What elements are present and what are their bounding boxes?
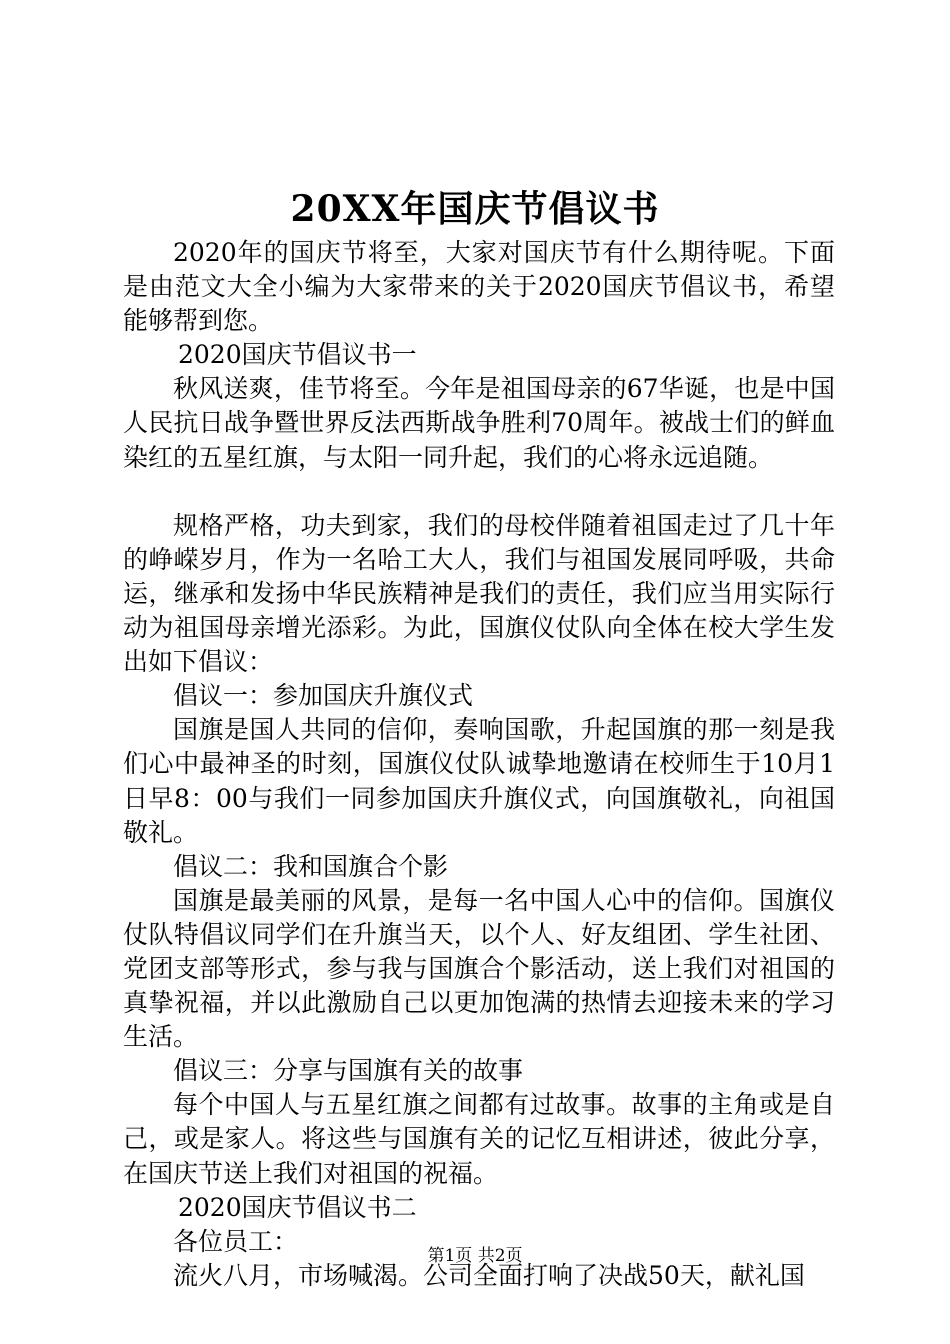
document-body bbox=[123, 236, 835, 1293]
section-heading-letter-two: 2020国庆节倡议书二 bbox=[178, 1192, 417, 1222]
proposal-heading-two: 倡议二：我和国旗合个影 bbox=[173, 851, 449, 881]
intro-paragraph: 2020年的国庆节将至，大家对国庆节有什么期待呢。下面是由范文大全小编为大家带来的关于2020国庆节倡议书，希望能够帮到您。 bbox=[123, 238, 835, 336]
proposal-heading-one: 倡议一：参加国庆升旗仪式 bbox=[173, 681, 474, 711]
proposal-heading-three: 倡议三：分享与国旗有关的故事 bbox=[173, 1056, 524, 1086]
paragraph-flag-photo: 国旗是最美丽的风景，是每一名中国人心中的信仰。国旗仪仗队特倡议同学们在升旗当天，以个人、好友组团、学生社团、党团支部等形式，参与我与国旗合个影活动，送上我们对祖国的真挚祝福，并以此激励自己以更加饱满的热情去迎接未来的学习生活。 bbox=[123, 885, 835, 1052]
document-title: 20XX年国庆节倡议书 bbox=[290, 188, 660, 230]
paragraph-spacer bbox=[123, 475, 835, 509]
page-footer: 第1页 共2页 bbox=[427, 1246, 523, 1266]
paragraph-market: 流火八月，市场喊渴。公司全面打响了决战50天，献礼国 bbox=[173, 1260, 805, 1290]
section-heading-letter-one: 2020国庆节倡议书一 bbox=[178, 340, 417, 370]
paragraph-flag-ceremony: 国旗是国人共同的信仰，奏响国歌，升起国旗的那一刻是我们心中最神圣的时刻，国旗仪仗队诚挚地邀请在校师生于10月1日早8：00与我们一同参加国庆升旗仪式，向国旗敬礼，向祖国敬礼。 bbox=[123, 715, 835, 847]
paragraph-flag-stories: 每个中国人与五星红旗之间都有过故事。故事的主角或是自己，或是家人。将这些与国旗有关的记忆互相讲述，彼此分享，在国庆节送上我们对祖国的祝福。 bbox=[123, 1090, 835, 1188]
salutation: 各位员工： bbox=[173, 1226, 299, 1256]
paragraph-autumn: 秋风送爽，佳节将至。今年是祖国母亲的67华诞，也是中国人民抗日战争暨世界反法西斯战争胜利70周年。被战士们的鲜血染红的五星红旗，与太阳一同升起，我们的心将永远追随。 bbox=[123, 374, 835, 472]
paragraph-school: 规格严格，功夫到家，我们的母校伴随着祖国走过了几十年的峥嵘岁月，作为一名哈工大人，我们与祖国发展同呼吸，共命运，继承和发扬中华民族精神是我们的责任，我们应当用实际行动为祖国母亲增光添彩。为此，国旗仪仗队向全体在校大学生发出如下倡议： bbox=[123, 510, 835, 677]
